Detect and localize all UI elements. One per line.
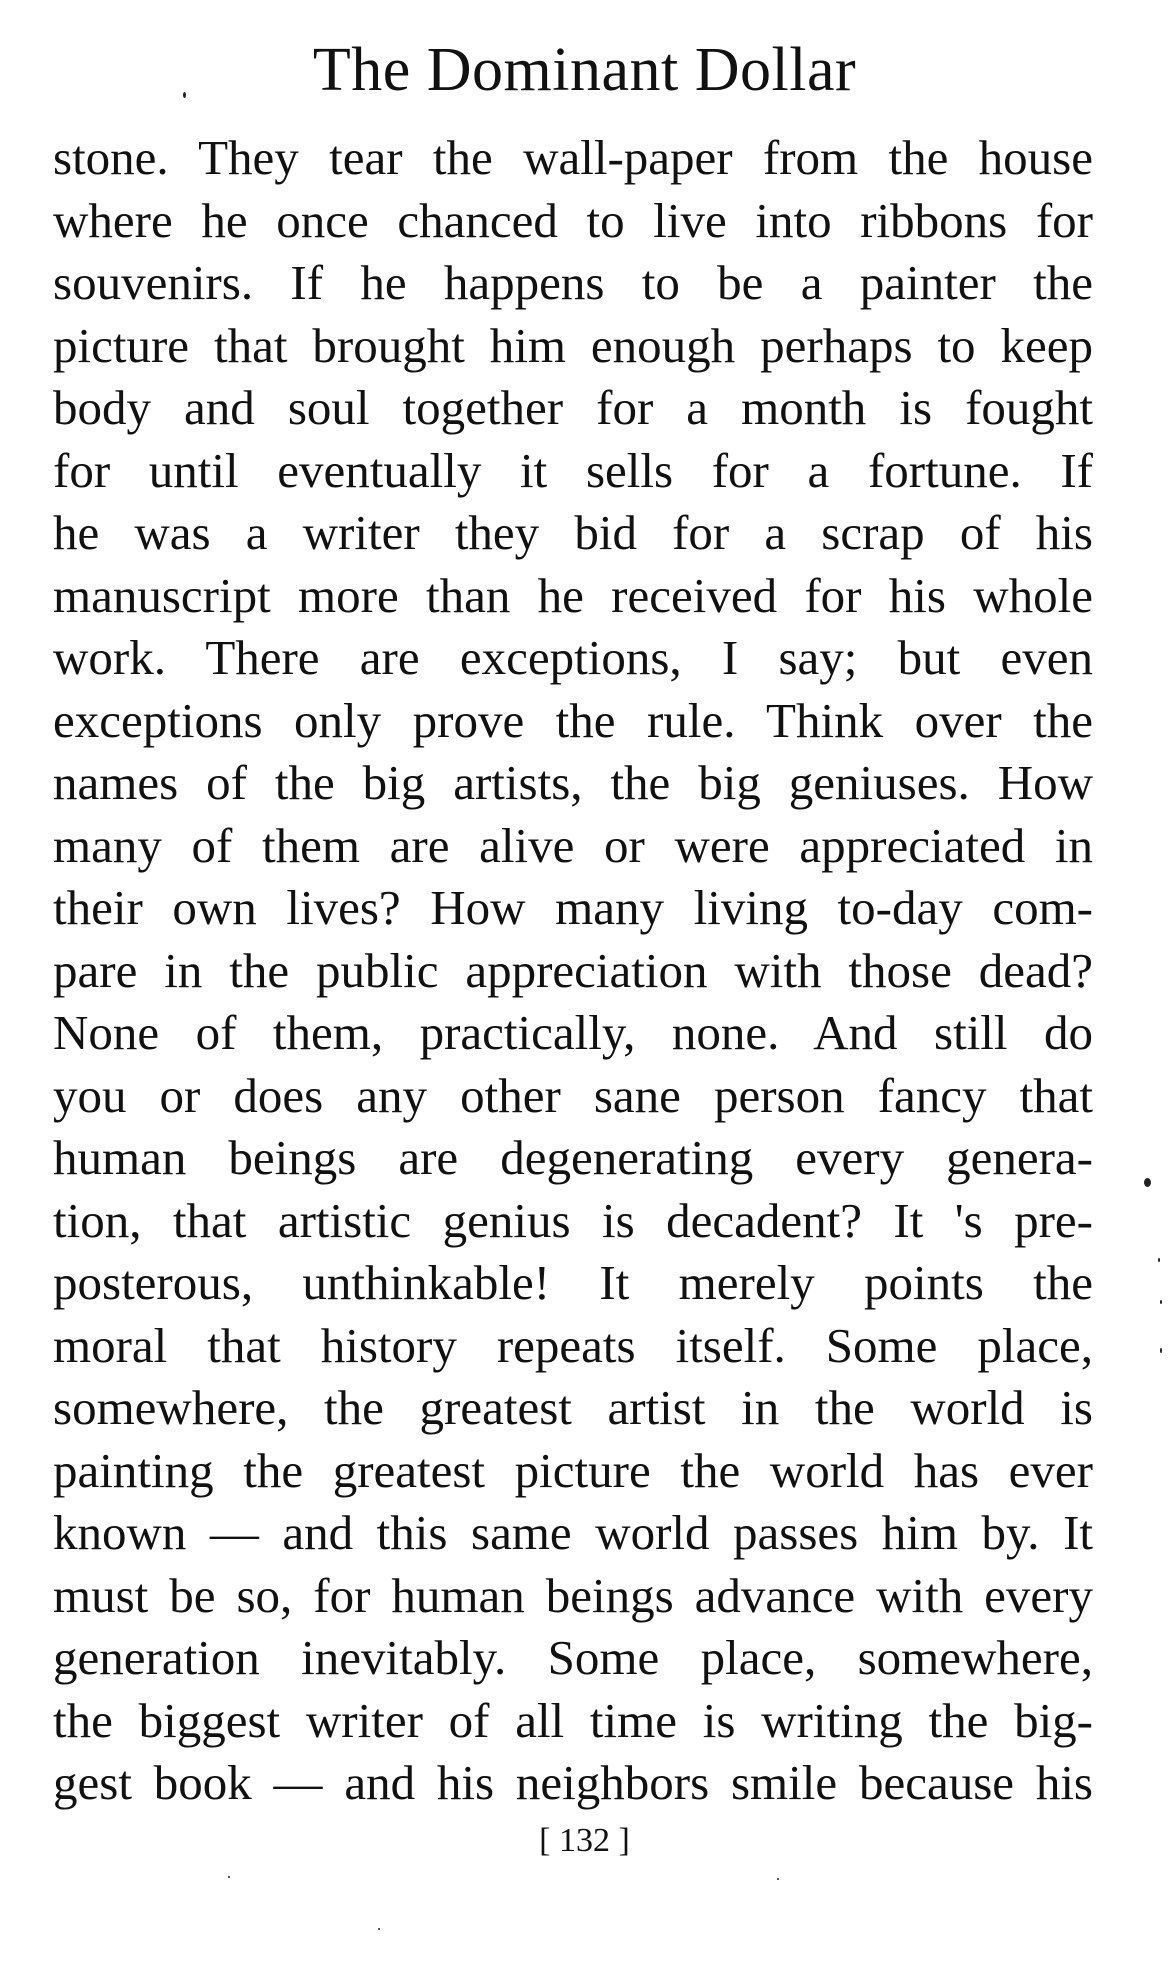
scan-speck bbox=[228, 1876, 230, 1878]
text-line: manuscript more than he received for his whole bbox=[53, 567, 1093, 623]
text-line: you or does any other sane person fancy that bbox=[53, 1067, 1093, 1123]
text-line: for until eventually it sells for a fortune. If bbox=[53, 442, 1093, 498]
text-line: many of them are alive or were appreciated in bbox=[53, 817, 1093, 873]
text-line: posterous, unthinkable! It merely points the bbox=[53, 1255, 1093, 1310]
text-line: picture that brought him enough perhaps to keep bbox=[53, 317, 1093, 373]
text-line: he was a writer they bid for a scrap of his bbox=[53, 505, 1093, 560]
scan-speck bbox=[1160, 1348, 1162, 1353]
scan-speck bbox=[1158, 1258, 1160, 1262]
text-line: must be so, for human beings advance with every bbox=[53, 1567, 1093, 1623]
scan-speck bbox=[1160, 1300, 1162, 1304]
scan-speck bbox=[777, 1878, 779, 1880]
text-line: pare in the public appreciation with those dead? bbox=[53, 942, 1093, 998]
text-line: known — and this same world passes him by. It bbox=[53, 1505, 1093, 1560]
text-line: generation inevitably. Some place, somewhere, bbox=[53, 1630, 1093, 1685]
text-line: gest book — and his neighbors smile because his bbox=[53, 1755, 1093, 1810]
scan-speck bbox=[1144, 1178, 1151, 1187]
text-line: exceptions only prove the rule. Think over the bbox=[53, 692, 1093, 748]
text-line: souvenirs. If he happens to be a painter the bbox=[53, 255, 1093, 310]
text-line: where he once chanced to live into ribbons for bbox=[53, 192, 1093, 248]
text-line: human beings are degenerating every genera- bbox=[53, 1130, 1093, 1185]
text-line: None of them, practically, none. And still do bbox=[53, 1005, 1093, 1060]
scan-speck bbox=[378, 1928, 380, 1930]
text-line: body and soul together for a month is fought bbox=[53, 380, 1093, 435]
text-line: their own lives? How many living to-day com- bbox=[53, 880, 1093, 935]
text-line: somewhere, the greatest artist in the world is bbox=[53, 1380, 1093, 1435]
text-line: names of the big artists, the big geniuses. How bbox=[53, 755, 1093, 810]
text-line: stone. They tear the wall-paper from the house bbox=[53, 130, 1093, 185]
text-line: the biggest writer of all time is writing the big- bbox=[53, 1692, 1093, 1748]
scan-speck bbox=[183, 92, 186, 98]
page-number: [ 132 ] bbox=[539, 1822, 630, 1859]
text-line: work. There are exceptions, I say; but even bbox=[53, 630, 1093, 685]
text-line: tion, that artistic genius is decadent? It 's pre- bbox=[53, 1192, 1093, 1248]
text-line: painting the greatest picture the world has ever bbox=[53, 1442, 1093, 1498]
body-text bbox=[53, 127, 1093, 1815]
running-head-title: The Dominant Dollar bbox=[312, 36, 857, 104]
text-line: moral that history repeats itself. Some place, bbox=[53, 1317, 1093, 1373]
